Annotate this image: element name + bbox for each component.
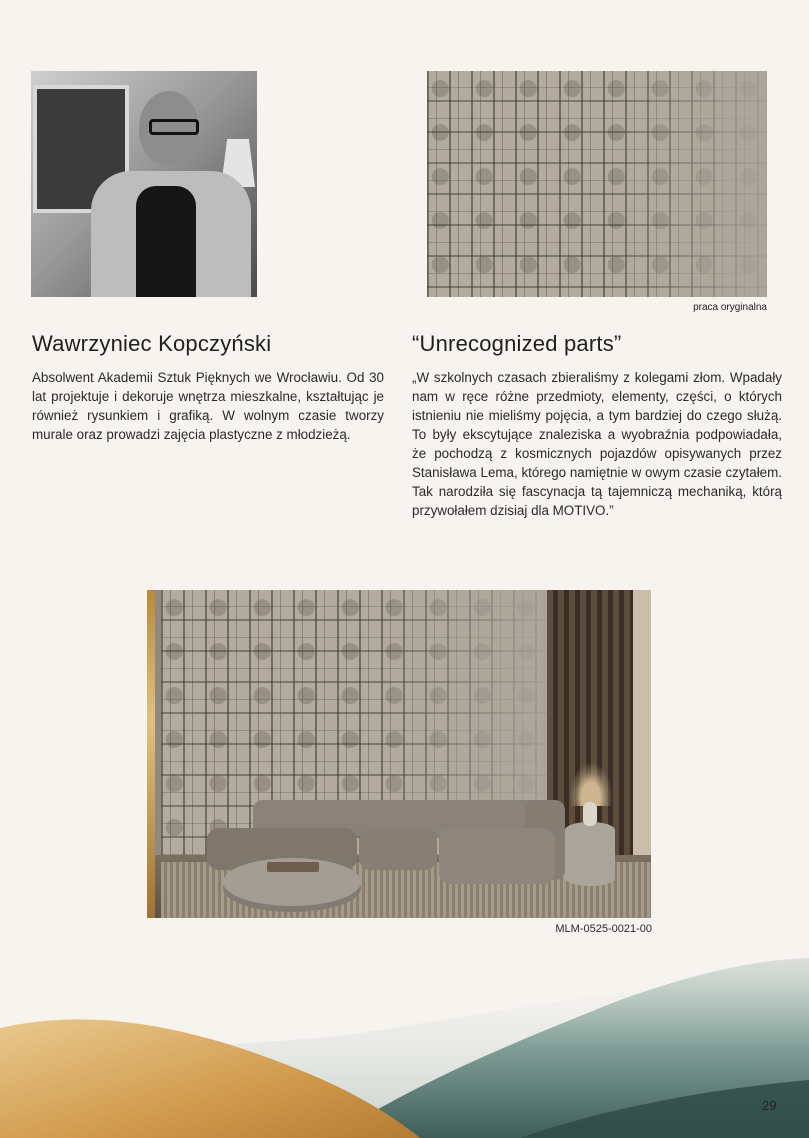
product-code: MLM-0525-0021-00 xyxy=(555,923,652,935)
original-artwork-caption: praca oryginalna xyxy=(693,302,767,313)
page-number: 29 xyxy=(762,1098,777,1113)
interior-visualization-image xyxy=(147,590,651,918)
side-table xyxy=(565,822,615,886)
book xyxy=(267,862,319,872)
figure-tshirt xyxy=(136,186,196,297)
vase xyxy=(583,802,597,826)
work-title: “Unrecognized parts” xyxy=(412,331,622,356)
original-artwork-image xyxy=(427,71,767,297)
artist-portrait-photo xyxy=(31,71,257,297)
artist-name: Wawrzyniec Kopczyński xyxy=(32,331,272,356)
side-wall xyxy=(633,590,651,860)
watercolor-landscape-decoration xyxy=(0,930,809,1138)
work-quote: „W szkolnych czasach zbieraliśmy z kolegami złom. Wpadały nam w ręce różne przedmioty, elementy, części, o których istnieniu nie mieliśmy pojęcia, a tym bardziej do czego służą. To były ekscytujące znaleziska a wyobraźnia podpowiadała, że pochodzą z kosmicznych pojazdów opisywanych przez Stanisława Lema, którego namiętnie w owym czasie czytałem. Tak narodziła się fascynacja tą tajemniczą mechaniką, którą przywołałem dzisiaj dla MOTIVO.” xyxy=(412,370,782,518)
sofa-seat xyxy=(359,828,437,870)
sofa-chaise xyxy=(439,828,555,884)
glasses xyxy=(149,119,199,135)
pampas-grass xyxy=(569,762,613,806)
gold-edge xyxy=(147,590,155,918)
artist-bio: Absolwent Akademii Sztuk Pięknych we Wrocławiu. Od 30 lat projektuje i dekoruje wnętrza mieszkalne, kształtując je również rysunkiem i grafiką. W wolnym czasie tworzy murale oraz prowadzi zajęcia plastyczne z młodzieżą. xyxy=(32,370,384,442)
